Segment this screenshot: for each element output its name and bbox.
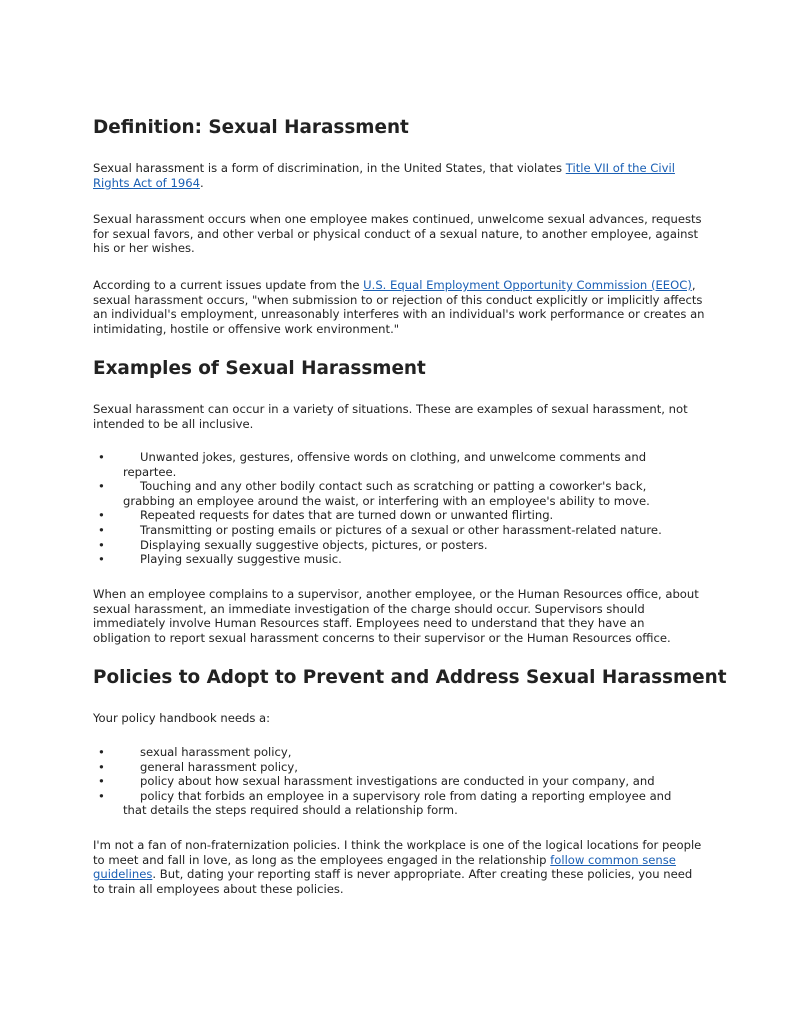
bullet-icon: • <box>98 788 105 803</box>
bullet-icon: • <box>98 774 105 789</box>
text: . But, dating your reporting staff is never appropriate. After creating these policies, you need to train all employees about these policies. <box>93 867 693 896</box>
text: I'm not a fan of non-fraternization policies. I think the workplace is one of the logical locations for people to meet and fall in love, as long as the employees engaged in the relationship <box>93 838 702 867</box>
list-item-text: policy about how sexual harassment investigations are conducted in your company, and <box>140 774 655 789</box>
list-item-text: Unwanted jokes, gestures, offensive words on clothing, and unwelcome comments and repartee. <box>123 450 647 479</box>
paragraph-fraternization <box>93 838 705 896</box>
bullet-icon: • <box>98 759 105 774</box>
list-item <box>93 479 693 508</box>
examples-list <box>93 450 693 567</box>
bullet-icon: • <box>98 522 105 537</box>
list-item-text: policy that forbids an employee in a supervisory role from dating a reporting employee and that details the steps required should a relationship form. <box>123 788 672 818</box>
list-item <box>93 552 693 567</box>
list-item-text: Displaying sexually suggestive objects, pictures, or posters. <box>140 537 488 552</box>
list-item <box>93 789 693 818</box>
bullet-icon: • <box>98 537 105 552</box>
list-item <box>93 508 693 523</box>
text: According to a current issues update from the <box>93 278 364 292</box>
policies-list <box>93 745 693 818</box>
paragraph-examples-intro: Sexual harassment can occur in a variety of situations. These are examples of sexual harassment, not intended to be all inclusive. <box>93 402 688 431</box>
paragraph-policies-intro: Your policy handbook needs a: <box>93 711 271 725</box>
list-item-text: Repeated requests for dates that are turned down or unwanted flirting. <box>140 508 554 523</box>
bullet-icon: • <box>98 552 105 567</box>
list-item <box>93 745 693 760</box>
paragraph-eeoc <box>93 278 705 336</box>
bullet-icon: • <box>98 508 105 523</box>
list-item <box>93 760 693 775</box>
heading-examples: Examples of Sexual Harassment <box>93 358 426 379</box>
list-item-text: Transmitting or posting emails or pictures of a sexual or other harassment-related nature. <box>140 522 662 537</box>
list-item-text: Playing sexually suggestive music. <box>140 552 342 567</box>
list-item <box>93 450 693 479</box>
title-vii-link[interactable]: Title VII of the Civil Rights Act of 1964 <box>93 161 675 190</box>
bullet-icon: • <box>98 450 105 464</box>
eeoc-link[interactable]: U.S. Equal Employment Opportunity Commission (EEOC) <box>363 278 692 292</box>
list-item <box>93 538 693 553</box>
bullet-icon: • <box>98 479 105 494</box>
heading-definition: Definition: Sexual Harassment <box>93 117 409 138</box>
paragraph-occurs: Sexual harassment occurs when one employee makes continued, unwelcome sexual advances, requests for sexual favors, and other verbal or physical conduct of a sexual nature, to another employee, against his or her wishes. <box>93 212 702 256</box>
heading-policies: Policies to Adopt to Prevent and Address Sexual Harassment <box>93 667 727 688</box>
text: , sexual harassment occurs, "when submission to or rejection of this conduct explicitly or implicitly affects an individual's employment, unreasonably interferes with an individual's work performance or creates an intimidating, hostile or offensive work environment." <box>93 278 705 336</box>
list-item-text: general harassment policy, <box>140 759 298 774</box>
text: . <box>199 175 204 190</box>
common-sense-guidelines-link[interactable]: follow common sense guidelines <box>93 852 676 882</box>
paragraph-definition <box>93 161 705 190</box>
text: Sexual harassment is a form of discrimination, in the United States, that violates <box>93 161 566 175</box>
list-item <box>93 523 693 538</box>
list-item-text: Touching and any other bodily contact such as scratching or patting a coworker's back, grabbing an employee around the waist, or interfering with an employee's ability to move. <box>123 479 650 508</box>
list-item <box>93 774 693 789</box>
list-item-text: sexual harassment policy, <box>140 745 292 759</box>
bullet-icon: • <box>98 745 105 759</box>
paragraph-complaints: When an employee complains to a supervisor, another employee, or the Human Resources office, about sexual harassment, an immediate investigation of the charge should occur. Supervisors should immediately involve Human Resources staff. Employees need to understand that they have an obligation to report sexual harassment concerns to their supervisor or the Human Resources office. <box>93 587 699 645</box>
